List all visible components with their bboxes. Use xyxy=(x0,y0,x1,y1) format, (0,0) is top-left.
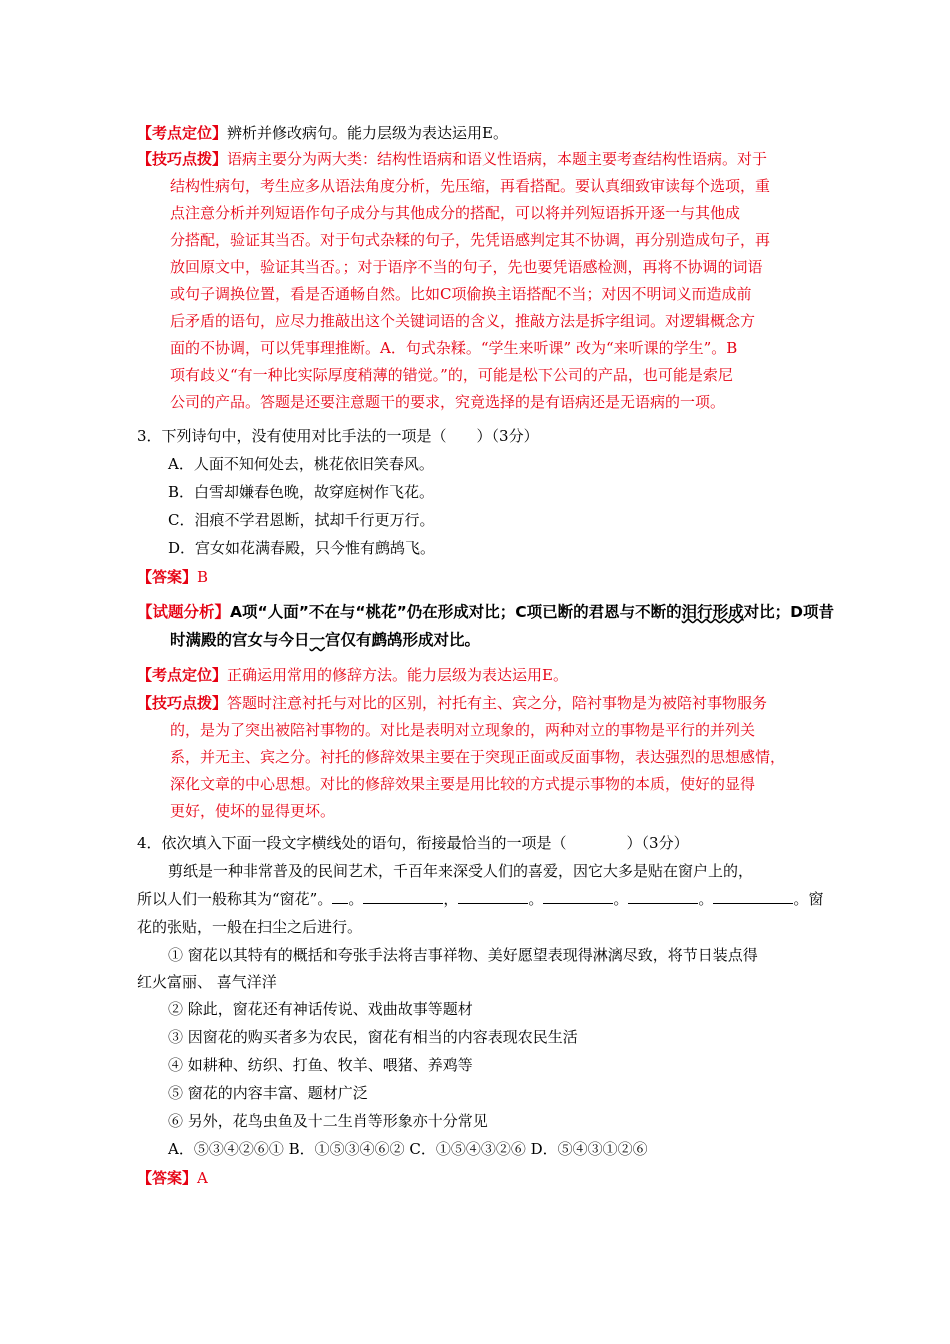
question-4-item-2: ② 除此，窗花还有神话传说、戏曲故事等题材 xyxy=(168,1000,473,1018)
question-3-option-d: D．宫女如花满春殿，只今惟有鹧鸪飞。 xyxy=(168,539,436,557)
analysis-wavy-text-2: 一 xyxy=(309,631,326,649)
jiqiao-line-q2-8: 项有歧义“有一种比实际厚度稍薄的错觉。”的，可能是松下公司的产品，也可能是索尼 xyxy=(170,366,733,384)
blank-5 xyxy=(628,889,698,904)
question-3-option-b: B．白雪却嫌春色晚，故穿庭树作飞花。 xyxy=(168,483,435,501)
kaodian-label: 【考点定位】 xyxy=(137,666,228,684)
question-4-item-5: ⑤ 窗花的内容丰富、题材广泛 xyxy=(168,1084,368,1102)
kaodian-text: 正确运用常用的修辞方法。能力层级为表达运用E。 xyxy=(227,666,568,684)
question-4-passage-line-2 xyxy=(137,889,823,909)
analysis-text-c: 时满殿的宫女与今日 xyxy=(170,631,310,649)
question-4-passage-line-3: 花的张贴，一般在扫尘之后进行。 xyxy=(137,918,363,936)
question-4-answer xyxy=(137,1168,208,1188)
sep-comma-1: ， xyxy=(443,890,459,908)
question-4-item-1-cont: 红火富丽、 喜气洋洋 xyxy=(137,973,277,991)
question-4-item-6: ⑥ 另外，花鸟虫鱼及十二生肖等形象亦十分常见 xyxy=(168,1112,488,1130)
jiqiao-text: 语病主要分为两大类：结构性语病和语义性语病，本题主要考查结构性语病。对于 xyxy=(227,150,768,168)
question-4-passage-line-1: 剪纸是一种非常普及的民间艺术，千百年来深受人们的喜爱，因它大多是贴在窗户上的， xyxy=(168,862,754,880)
jiqiao-label: 【技巧点拨】 xyxy=(137,694,228,712)
blank-1 xyxy=(332,889,348,904)
question-4-item-4: ④ 如耕种、纺织、打鱼、牧羊、喂猪、养鸡等 xyxy=(168,1056,473,1074)
jiqiao-line-q3-1: 的，是为了突出被陪衬事物的。对比是表明对立现象的，两种对立的事物是平行的并列关 xyxy=(170,721,756,739)
kaodian-line-q3 xyxy=(137,665,568,685)
blank-2 xyxy=(363,889,443,904)
answer-label: 【答案】 xyxy=(137,1169,198,1187)
analysis-text-b: 对比；D项昔 xyxy=(743,603,835,621)
jiqiao-line-q2-6: 后矛盾的语句，应尽力推敲出这个关键词语的含义，推敲方法是拆字组词。对逻辑概念方 xyxy=(170,312,756,330)
jiqiao-line-q2-0 xyxy=(137,149,767,169)
passage-text-start: 所以人们一般称其为“窗花”。 xyxy=(137,890,333,908)
analysis-label: 【试题分析】 xyxy=(137,603,231,621)
jiqiao-line-q3-4: 更好，使坏的显得更坏。 xyxy=(170,802,336,820)
analysis-text-a: A项“人面”不在与“桃花”仍在形成对比；C项已断的君恩与不断的 xyxy=(230,603,682,621)
jiqiao-line-q3-2: 系，并无主、宾之分。衬托的修辞效果主要在于突现正面或反面事物，表达强烈的思想感情， xyxy=(170,748,786,766)
question-3-analysis-line-2 xyxy=(170,630,480,650)
jiqiao-line-q2-7: 面的不协调，可以凭事理推断。A．句式杂糅。“学生来听课” 改为“来听课的学生”。B xyxy=(170,339,738,357)
question-4-choices: A．⑤③④②⑥① B．①⑤③④⑥② C．①⑤④③②⑥ D．⑤④③①②⑥ xyxy=(168,1140,648,1158)
jiqiao-line-q2-3: 分搭配，验证其当否。对于句式杂糅的句子，先凭语感判定其不协调，再分别造成句子，再 xyxy=(170,231,771,249)
question-3-analysis-line-1 xyxy=(137,602,834,622)
jiqiao-line-q3-0 xyxy=(137,693,767,713)
sep-period-1: 。 xyxy=(348,890,364,908)
jiqiao-text: 答题时注意衬托与对比的区别，衬托有主、宾之分，陪衬事物是为被陪衬事物服务 xyxy=(227,694,768,712)
question-4-item-1: ① 窗花以其特有的概括和夸张手法将吉事祥物、美好愿望表现得淋漓尽致，将节日装点得 xyxy=(168,946,758,964)
blank-3 xyxy=(458,889,528,904)
analysis-text-d: 宫仅有鹧鸪形成对比。 xyxy=(325,631,481,649)
kaodian-line-q2 xyxy=(137,123,508,143)
blank-4 xyxy=(543,889,613,904)
question-3-answer xyxy=(137,567,208,587)
kaodian-label: 【考点定位】 xyxy=(137,124,228,142)
jiqiao-label: 【技巧点拨】 xyxy=(137,150,228,168)
sep-period-2: 。 xyxy=(528,890,544,908)
blank-6 xyxy=(713,889,793,904)
answer-value: A xyxy=(197,1169,208,1187)
analysis-wavy-text: 泪行形成 xyxy=(681,603,744,621)
jiqiao-line-q2-9: 公司的产品。答题是还要注意题干的要求，究竟选择的是有语病还是无语病的一项。 xyxy=(170,393,726,411)
jiqiao-line-q2-2: 点注意分析并列短语作句子成分与其他成分的搭配，可以将并列短语拆开逐一与其他成 xyxy=(170,204,741,222)
answer-value: B xyxy=(197,568,209,586)
kaodian-text: 辨析并修改病句。能力层级为表达运用E。 xyxy=(227,124,508,142)
sep-period-5: 。 xyxy=(793,890,809,908)
jiqiao-line-q2-4: 放回原文中，验证其当否。；对于语序不当的句子，先也要凭语感检测，再将不协调的词语 xyxy=(170,258,763,276)
question-4-item-3: ③ 因窗花的购买者多为农民，窗花有相当的内容表现农民生活 xyxy=(168,1028,578,1046)
jiqiao-line-q2-1: 结构性病句，考生应多从语法角度分析，先压缩，再看搭配。要认真细致审读每个选项，重 xyxy=(170,177,771,195)
sep-period-3: 。 xyxy=(613,890,629,908)
question-3-stem: 3．下列诗句中，没有使用对比手法的一项是（ ）（3分） xyxy=(137,427,539,445)
passage-text-end: 窗 xyxy=(808,890,824,908)
sep-period-4: 。 xyxy=(698,890,714,908)
answer-label: 【答案】 xyxy=(137,568,198,586)
jiqiao-line-q2-5: 或句子调换位置，看是否通畅自然。比如C项偷换主语搭配不当；对因不明词义而造成前 xyxy=(170,285,752,303)
jiqiao-line-q3-3: 深化文章的中心思想。对比的修辞效果主要是用比较的方式提示事物的本质，使好的显得 xyxy=(170,775,756,793)
question-3-option-a: A．人面不知何处去，桃花依旧笑春风。 xyxy=(168,455,434,473)
question-3-option-c: C．泪痕不学君恩断，拭却千行更万行。 xyxy=(168,511,435,529)
question-4-stem: 4．依次填入下面一段文字横线处的语句，衔接最恰当的一项是（ ）（3分） xyxy=(137,834,689,852)
